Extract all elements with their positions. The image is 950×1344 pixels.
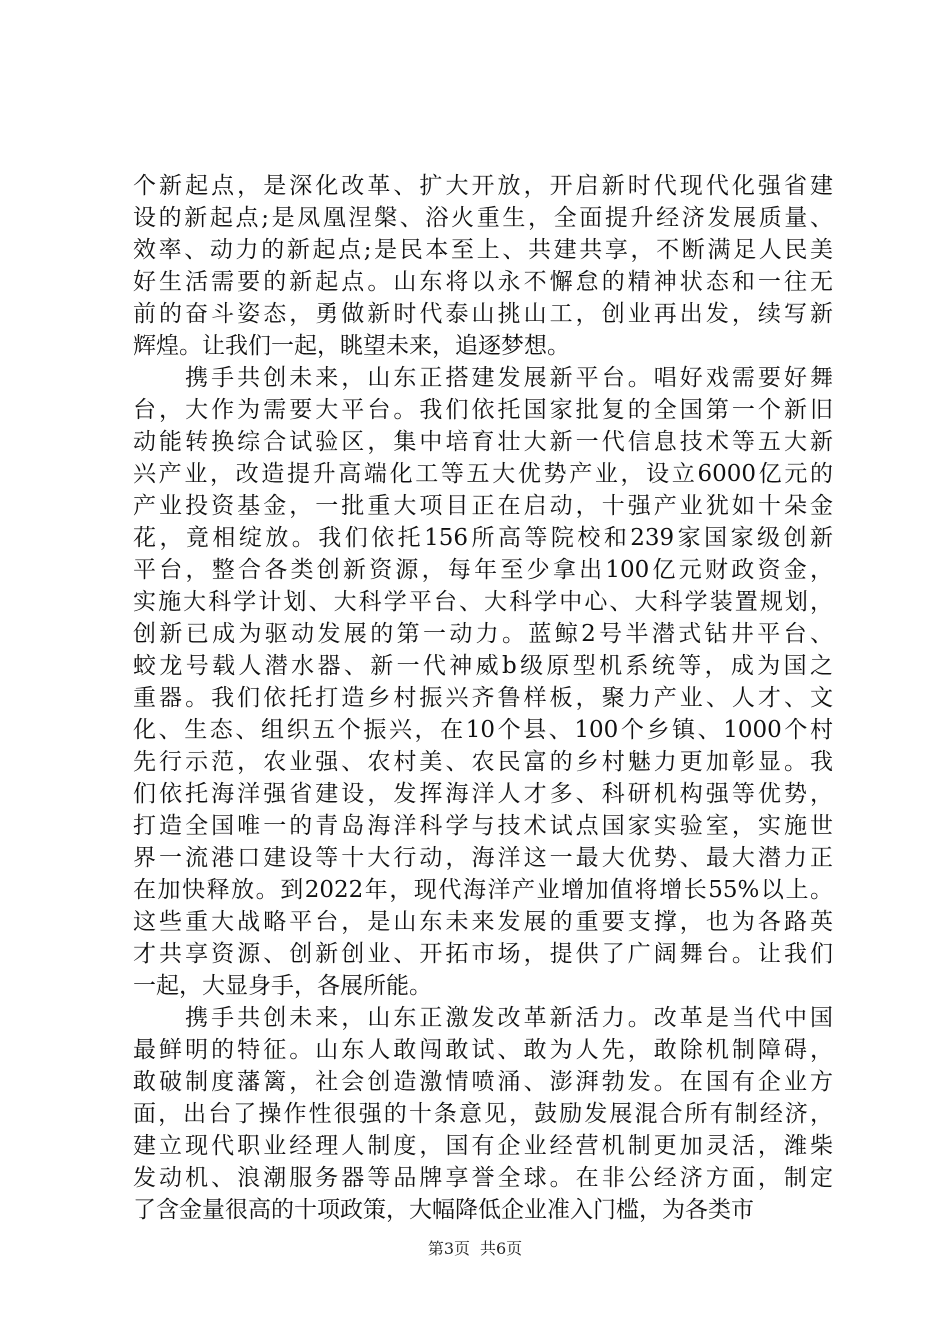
- text-line: 在加快释放。到2022年，现代海洋产业增加值将增长55%以上。: [133, 877, 833, 903]
- page-number: 第3页: [427, 1239, 470, 1258]
- text-line: 一起，大显身手，各展所能。: [133, 973, 432, 999]
- body-text: [133, 170, 833, 1226]
- text-line: 敢破制度藩篱，社会创造激情喷涌、澎湃勃发。在国有企业方: [133, 1069, 833, 1095]
- text-line: 台，大作为需要大平台。我们依托国家批复的全国第一个新旧: [133, 397, 833, 423]
- text-line: 携手共创未来，山东正激发改革新活力。改革是当代中国: [133, 1005, 833, 1031]
- text-line: 们依托海洋强省建设，发挥海洋人才多、科研机构强等优势，: [133, 781, 833, 807]
- text-line: 面，出台了操作性很强的十条意见，鼓励发展混合所有制经济，: [133, 1101, 833, 1127]
- text-line: 先行示范，农业强、农村美、农民富的乡村魅力更加彰显。我: [133, 749, 833, 775]
- text-line: 发动机、浪潮服务器等品牌享誉全球。在非公经济方面，制定: [133, 1165, 833, 1191]
- text-line: 好生活需要的新起点。山东将以永不懈怠的精神状态和一往无: [133, 269, 833, 295]
- text-line: 效率、动力的新起点;是民本至上、共建共享，不断满足人民美: [133, 237, 833, 263]
- text-line: 界一流港口建设等十大行动，海洋这一最大优势、最大潜力正: [133, 845, 833, 871]
- text-line: 打造全国唯一的青岛海洋科学与技术试点国家实验室，实施世: [133, 813, 833, 839]
- page-footer: [0, 1239, 950, 1259]
- text-line: 这些重大战略平台，是山东未来发展的重要支撑，也为各路英: [133, 909, 833, 935]
- text-line: 携手共创未来，山东正搭建发展新平台。唱好戏需要好舞: [133, 365, 833, 391]
- text-line: 重器。我们依托打造乡村振兴齐鲁样板，聚力产业、人才、文: [133, 685, 833, 711]
- text-line: 个新起点，是深化改革、扩大开放，开启新时代现代化强省建: [133, 173, 833, 199]
- text-line: 设的新起点;是凤凰涅槃、浴火重生，全面提升经济发展质量、: [133, 205, 833, 231]
- text-line: 化、生态、组织五个振兴，在10个县、100个乡镇、1000个村: [133, 717, 833, 743]
- text-line: 才共享资源、创新创业、开拓市场，提供了广阔舞台。让我们: [133, 941, 833, 967]
- paragraph: [133, 1002, 833, 1226]
- text-line: 建立现代职业经理人制度，国有企业经营机制更加灵活，潍柴: [133, 1133, 833, 1159]
- text-line: 创新已成为驱动发展的第一动力。蓝鲸2号半潜式钻井平台、: [133, 621, 833, 647]
- paragraph: [133, 362, 833, 1002]
- text-line: 平台，整合各类创新资源，每年至少拿出100亿元财政资金，: [133, 557, 833, 583]
- text-line: 花，竟相绽放。我们依托156所高等院校和239家国家级创新: [133, 525, 833, 551]
- text-line: 动能转换综合试验区，集中培育壮大新一代信息技术等五大新: [133, 429, 833, 455]
- text-line: 了含金量很高的十项政策，大幅降低企业准入门槛，为各类市: [133, 1197, 754, 1223]
- page-total: 共6页: [480, 1239, 523, 1258]
- text-line: 兴产业，改造提升高端化工等五大优势产业，设立6000亿元的: [133, 461, 833, 487]
- text-line: 辉煌。让我们一起，眺望未来，追逐梦想。: [133, 333, 570, 359]
- text-line: 最鲜明的特征。山东人敢闯敢试、敢为人先，敢除机制障碍，: [133, 1037, 833, 1063]
- text-line: 蛟龙号载人潜水器、新一代神威b级原型机系统等，成为国之: [133, 653, 833, 679]
- text-line: 实施大科学计划、大科学平台、大科学中心、大科学装置规划，: [133, 589, 833, 615]
- text-line: 前的奋斗姿态，勇做新时代泰山挑山工，创业再出发，续写新: [133, 301, 833, 327]
- text-line: 产业投资基金，一批重大项目正在启动，十强产业犹如十朵金: [133, 493, 833, 519]
- paragraph: [133, 170, 833, 362]
